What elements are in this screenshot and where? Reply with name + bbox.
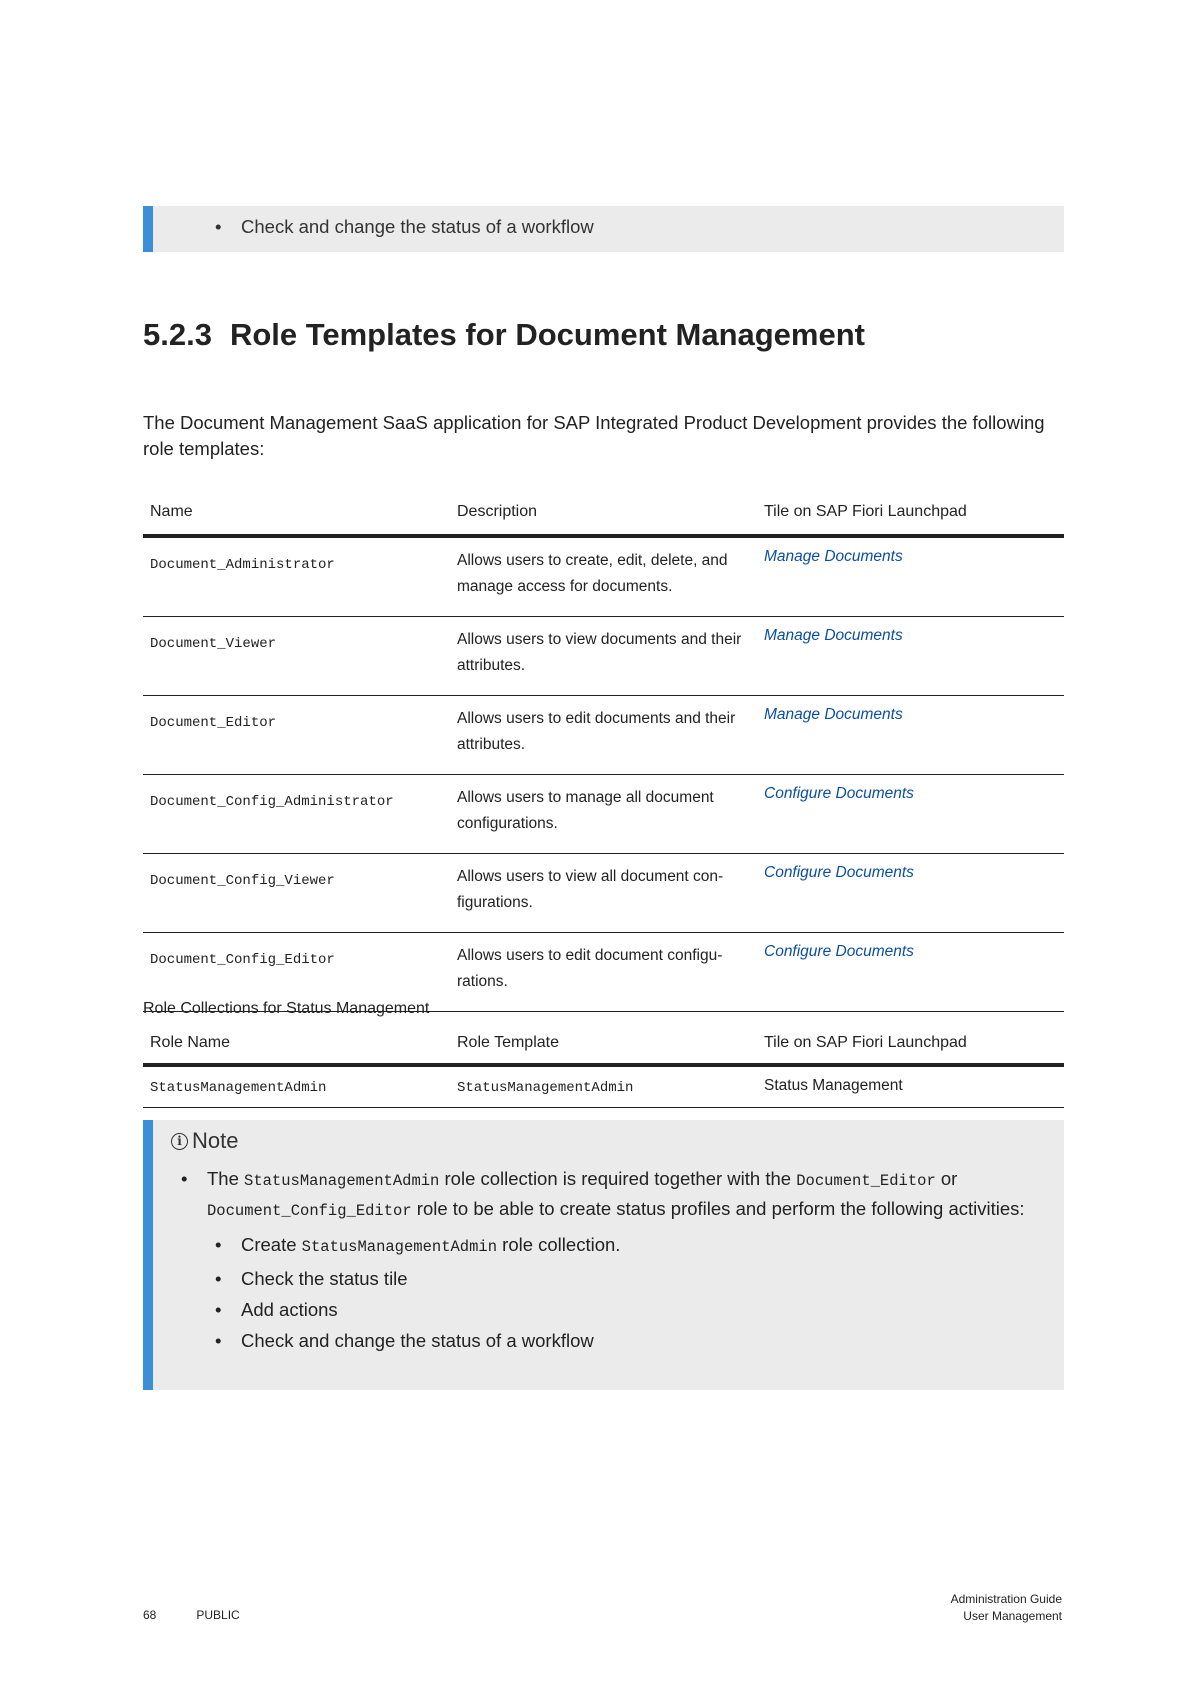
tile-link[interactable]: Manage Documents <box>757 696 1064 775</box>
text-segment: The <box>207 1168 245 1189</box>
role-name: StatusManagementAdmin <box>143 1065 450 1108</box>
status-management-table <box>143 1023 1064 1108</box>
text-segment: or <box>935 1168 958 1189</box>
sub-list-item <box>215 1229 1041 1263</box>
table-row <box>143 1065 1064 1108</box>
page-number: 68 <box>143 1608 157 1622</box>
list-item <box>215 216 594 238</box>
code-segment: StatusManagementAdmin <box>244 1172 440 1190</box>
note-box <box>143 1120 1064 1390</box>
section-title <box>143 317 865 353</box>
tile-link[interactable]: Manage Documents <box>757 536 1064 617</box>
list-item <box>181 1165 1041 1225</box>
tile-link[interactable]: Manage Documents <box>757 617 1064 696</box>
column-header-role-template: Role Template <box>450 1023 757 1065</box>
table-header-row <box>143 1023 1064 1065</box>
note-box-top <box>143 206 1064 252</box>
sub-list-item <box>215 1263 1041 1294</box>
role-templates-table <box>143 490 1064 1012</box>
section-number: 5.2.3 <box>143 317 212 352</box>
sub-list-item-text: Add actions <box>241 1299 338 1320</box>
role-description: Allows users to edit document configu-rations. <box>450 933 757 1012</box>
note-heading <box>171 1128 238 1154</box>
table-header-row <box>143 490 1064 536</box>
bullet-icon: • <box>215 216 222 237</box>
list-item-text <box>207 1165 1041 1225</box>
role-description: Allows users to view all document con-figurations. <box>450 854 757 933</box>
tile-name: Status Management <box>757 1065 1064 1108</box>
text-segment: role collection. <box>497 1234 621 1255</box>
column-header-tile: Tile on SAP Fiori Launchpad <box>757 490 1064 536</box>
chapter-title: User Management <box>963 1609 1062 1623</box>
sub-list-item <box>215 1325 1041 1356</box>
code-segment: StatusManagementAdmin <box>301 1238 498 1256</box>
sub-list-item-text: Check and change the status of a workflow <box>241 1330 594 1351</box>
tile-link[interactable]: Configure Documents <box>757 854 1064 933</box>
code-segment: Document_Editor <box>796 1172 936 1190</box>
tile-link[interactable]: Configure Documents <box>757 775 1064 854</box>
column-header-name: Name <box>143 490 450 536</box>
intro-paragraph: The Document Management SaaS application for SAP Integrated Product Development provides the following role templates: <box>143 412 1045 459</box>
text-segment: role to be able to create status profiles and perform the following activities: <box>411 1198 1025 1219</box>
role-name: Document_Viewer <box>143 617 450 696</box>
table-row <box>143 854 1064 933</box>
role-description: Allows users to view documents and their attributes. <box>450 617 757 696</box>
role-name: Document_Config_Editor <box>143 933 450 1012</box>
footer-right <box>951 1591 1062 1625</box>
text-segment: role collection is required together with the <box>439 1168 797 1189</box>
sub-list-item-text: Check the status tile <box>241 1268 408 1289</box>
column-header-description: Description <box>450 490 757 536</box>
role-description: Allows users to manage all document configurations. <box>450 775 757 854</box>
role-name: Document_Config_Viewer <box>143 854 450 933</box>
note-heading-text: Note <box>192 1128 239 1153</box>
tile-link[interactable]: Configure Documents <box>757 933 1064 1012</box>
section-title-text: Role Templates for Document Management <box>229 317 865 352</box>
sub-list-item <box>215 1294 1041 1325</box>
text-segment: Create <box>241 1234 302 1255</box>
classification: PUBLIC <box>196 1608 240 1622</box>
footer-left <box>143 1608 280 1622</box>
table-caption: Role Collections for Status Management <box>143 1000 430 1017</box>
table-row <box>143 536 1064 617</box>
column-header-role-name: Role Name <box>143 1023 450 1065</box>
bullet-icon: • <box>215 1234 222 1255</box>
note-body <box>181 1165 1041 1356</box>
code-segment: Document_Config_Editor <box>207 1202 412 1220</box>
role-description: Allows users to edit documents and their attributes. <box>450 696 757 775</box>
bullet-icon: • <box>181 1168 188 1189</box>
bullet-icon: • <box>215 1268 222 1289</box>
role-name: Document_Administrator <box>143 536 450 617</box>
table-row <box>143 617 1064 696</box>
role-name: Document_Editor <box>143 696 450 775</box>
info-icon: i <box>171 1133 188 1150</box>
bullet-icon: • <box>215 1330 222 1351</box>
column-header-tile: Tile on SAP Fiori Launchpad <box>757 1023 1064 1065</box>
role-template: StatusManagementAdmin <box>450 1065 757 1108</box>
sub-list <box>215 1229 1041 1356</box>
role-description: Allows users to create, edit, delete, and manage access for documents. <box>450 536 757 617</box>
role-name: Document_Config_Administrator <box>143 775 450 854</box>
list-item-text: Check and change the status of a workflow <box>241 216 594 237</box>
doc-title: Administration Guide <box>950 1592 1062 1606</box>
table-row <box>143 696 1064 775</box>
table-row <box>143 775 1064 854</box>
bullet-icon: • <box>215 1299 222 1320</box>
